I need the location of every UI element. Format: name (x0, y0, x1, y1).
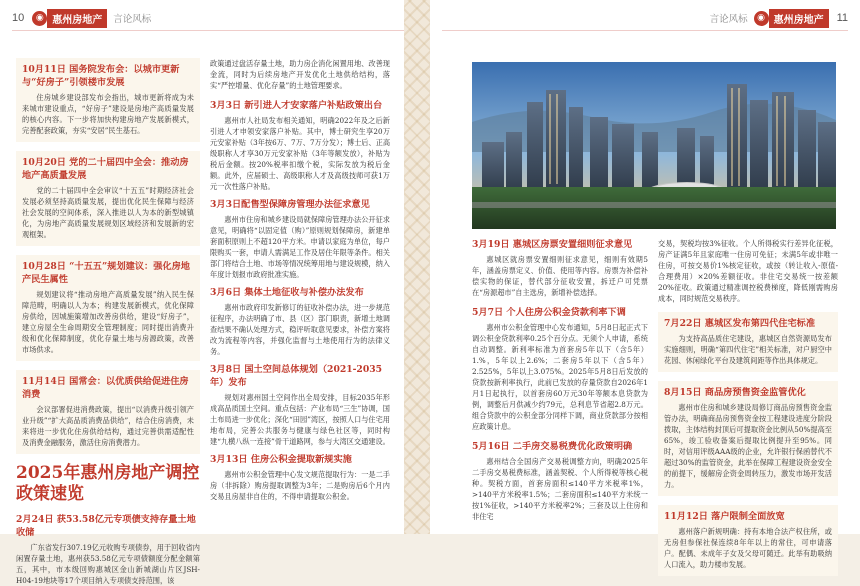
news-title: 11月12日 落户限制全面放宽 (664, 511, 785, 522)
news-body: 党的二十届四中全会审议“十五五”时期经济社会发展必须坚持高质量发展，提出优化民生保障与经济社会发展的空间体系，深入推进以人为本的新型城镇化，为房地产高质量发展规划区域经济和发展新的宏观框架。 (22, 186, 194, 239)
news-item (658, 381, 838, 496)
skyline-image (472, 62, 836, 229)
news-body: 惠州市住房和城乡建设局修订商品房预售资金监管办法，明确商品房预售资金按工程建设进度分阶段拨取，主体结构封顶后可提取资金比例从50%提高至65%，竣工验收备案后提取比例提升至95%。同时，对信用评级AAA级的企业，允许银行保函替代不超过30%的监管资金，此举在保障工程建设资金安全的前提下，缓解房企资金周转压力，激发市场开发活力。 (664, 403, 832, 489)
left-header (12, 10, 157, 26)
city-skyline-photo (472, 62, 836, 229)
news-title: 8月15日 商品房预售资金监管优化 (664, 387, 806, 398)
news-item (16, 58, 200, 142)
brand-label: 惠州房地产 (47, 9, 107, 28)
news-body: 广东省发行307.19亿元收购专项债券，用于回收省内闲置存量土地，惠州获53.58亿元专项债额度分配金额第五，其中，市本级回购惠城区金山新城湖山片区JSH-H04-19地块等17个项目纳入专项债支持范围，该 (16, 543, 200, 585)
news-body: 惠州市住房和城乡建设局就保障房管理办法公开征求意见，明确将“以固定值（购）”原则规划保障房，新建单套面积原则上不超120平方米。申请以家庭为单位，每户限购买一套，申请人需满足工作及居住年限等条件。相关部门将结合土地、市场等情况统筹用地与建设规模，纳入年度计划报市政府批准实施。 (210, 215, 390, 279)
news-title: 7月22日 惠城区发布第四代住宅标准 (664, 318, 816, 329)
news-item (210, 363, 390, 447)
news-title: 10月28日 “十五五”规划建议：强化房地产民生属性 (22, 261, 190, 285)
page-gutter (404, 0, 430, 534)
news-item (210, 198, 390, 280)
left-page (0, 0, 430, 585)
news-item (658, 505, 838, 576)
brand-label: 惠州房地产 (769, 9, 829, 28)
header-rule (12, 30, 418, 31)
news-item (16, 513, 200, 586)
news-item (210, 99, 390, 192)
news-body: 惠城区就房票安置细则征求意见，细则有效期5年，涵盖房票定义、价值、使用等内容。房票为补偿补偿实物的保证，替代部分征收安置，拆迁户可凭票在“房源超市”自主选房，新增补偿选择。 (472, 255, 648, 297)
column-3 (472, 238, 648, 522)
news-body: 惠州市公积金管理中心发文规范提取行为：一是二手房（非拆除）购房提取调整为3年；二是购房后6个月内交易且房屋非自住的，不得申请提取公积金。 (210, 470, 390, 501)
news-item (16, 370, 200, 454)
news-body: 规划对惠州国土空间作出全局安排，目标2035年形成高品质国土空间。重点包括：产业布局“三生”协调，国土布局进一步优化；深化“田园”湾区，按照人口与住宅用地布局，完善公共服务与健康与绿色社区等，同时构建“九横八纵一连接”骨干道路网，参与大湾区交通建设。 (210, 393, 390, 446)
news-title: 3月3日配售型保障房管理办法征求意见 (210, 199, 370, 210)
news-title: 2月24日 获53.58亿元专项债支持存量土地收储 (16, 514, 196, 538)
page-number: 11 (836, 12, 848, 24)
brand-logo-icon: ◉ (754, 11, 769, 26)
news-body: 惠州市公积金管理中心发布通知，5月8日起正式下调公积金贷款利率0.25个百分点。无须个人申请，系统自动调整。新利率标准为首套房5年以下（含5年）1.%，5年以上2.6%；二套房5年以下（含5年）2.525%，5年以上3.075%。2025年5月8日后发放的贷款按新利率执行，此前已发放的存量贷款自2026年1月1日起执行，以首套房60万元30年等额本息贷款为例，调整后月供减少约79元，总利息节省超2.8万元。组合贷款中的公积金部分同样下调，商业贷款部分按相应政策计息。 (472, 323, 648, 431)
news-title: 5月7日 个人住房公积金贷款利率下调 (472, 307, 626, 318)
feature-title: 2025年惠州房地产调控政策速览 (16, 463, 200, 504)
column-1 (16, 58, 200, 586)
section-label: 言论风标 (709, 14, 748, 25)
news-body: 惠州市政府印发新修订的征收补偿办法，进一步规范征程序，办法明确了市、县（区）部门职责，新增土地调查结果不确认处理方式，稳评听取意见要求，补偿方案将改为流程等内容，并强化监督与土地使用行为的法律义务。 (210, 303, 390, 356)
brand-logo-icon: ◉ (32, 11, 47, 26)
news-body: 规划建议将“推动房地产高质量发展”纳入民生保障范畴，明确以人为本；构建发展新模式，优化保障房供给，因城施策增加改善房供给，建设“好房子”，建立房屋全生命周期安全管理制度；同时提出消费升级和优化保障制度，优化存量土地与房源政策，改善市场供求。 (22, 290, 194, 354)
news-body: 住房城乡建设部发布会指出，城市更新将成为未来城市建设重点，“好房子”建设是房地产高质量发展的核心内容。下一步将加快构建房地产发展新模式，完善配套政策，夯实“安居”民生基石。 (22, 93, 194, 135)
news-title: 3月3日 新引进人才安家落户补贴政策出台 (210, 100, 383, 111)
news-item (16, 255, 200, 361)
news-body: 惠州结合全国房产交易税调整方向，明确2025年二手房交易税费标准，涵盖契税、个人所得税等核心税种。契税方面，首套房面积≤140平方米税率1%，>140平方米税率1.5%；二套房面积≤140平方米统一按1%征收，>140平方米税率2%；三套及以上住房和非住宅 (472, 457, 648, 521)
column-4 (658, 238, 838, 585)
news-item (210, 286, 390, 357)
page-number: 10 (12, 12, 25, 24)
news-body: 惠州市人社局发布相关通知，明确2022年及之后新引进人才申领安家落户补贴。其中，博士研究生享20万元安家补贴（3年按6万、7万、7万分发）；博士后、正高级职称人才享30万元安家补贴（3年等额发放），补贴为税后金额。按20%税率扣缴个税，实际发放为税后金额。此外，应届硕士、高级职称人才及高级技师可获1万元一次性落户补贴。 (210, 116, 391, 191)
news-title: 3月13日 住房公积金提取新规实施 (210, 454, 352, 465)
intro-text: 政策通过盘活存量土地，助力房企消化闲置用地、改善现金流，同时为后续房地产开发优化土地供给结构，落实“严控增量、优化存量”的土地管理要求。 (210, 59, 390, 90)
news-body: 会议部署促进消费政策，提出“以消费升级引领产业升级”“扩大高品质消费品供给”，结合住房消费，未来将进一步优化住房供给结构，通过完善供需适配性及消费金融服务，激活住房消费潜力。 (22, 405, 194, 447)
news-title: 10月20日 党的二十届四中全会：推动房地产高质量发展 (22, 157, 189, 181)
news-body: 为支持高品质住宅建设，惠城区自然资源局发布实施细则，明确“第四代住宅”相关标准，对户厨空中花园、休闲绿化平台及建筑间距等作出具体规定。 (664, 334, 832, 365)
header-rule (442, 30, 848, 31)
news-body: 惠州落户新规明确：持有本地合法产权住所，或无房但参保社保连续8年年以上的常住，可申请落户。配偶、未成年子女及父母可随迁。此举有助吸纳人口流入，助力楼市发展。 (664, 527, 832, 569)
column-2 (210, 58, 390, 502)
news-title: 10月11日 国务院发布会：以城市更新与“好房子”引领楼市发展 (22, 64, 180, 88)
news-title: 3月6日 集体土地征收与补偿办法发布 (210, 287, 364, 298)
right-header (704, 10, 848, 26)
news-item (658, 312, 838, 372)
news-title: 3月8日 国土空间总体规划（2021-2035年）发布 (210, 364, 383, 388)
news-item (472, 440, 648, 522)
news-title: 11月14日 国常会：以优质供给促进住房消费 (22, 376, 189, 400)
news-title: 3月19日 惠城区房票安置细则征求意见 (472, 239, 633, 250)
news-item (472, 306, 648, 432)
section-label: 言论风标 (113, 14, 152, 25)
news-item (210, 453, 390, 502)
news-title: 5月16日 二手房交易税费优化政策明确 (472, 441, 633, 452)
intro-text: 交易，契税均按3%征收。个人所得税实行差异化征税，房产证满5年且家庭唯一住房可免征；未满5年或非唯一住房，可按交易价1%核定征收，或按（转让收入-原值-合理费用）×20%差额征收。非住宅交易统一按差额20%征收。政策通过精准调控税费梯度，降低刚需购房成本，同时规范交易秩序。 (658, 239, 838, 303)
news-item (472, 238, 648, 298)
news-item (16, 151, 200, 246)
